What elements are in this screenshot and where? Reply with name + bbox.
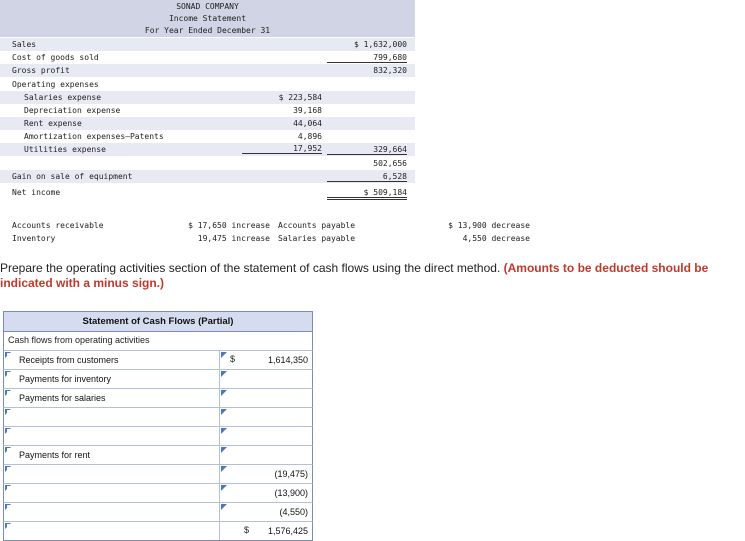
is-label: Cost of goods sold bbox=[12, 53, 99, 62]
label-cell bbox=[4, 408, 219, 426]
row-label-input[interactable] bbox=[7, 448, 227, 462]
table-row bbox=[3, 389, 313, 408]
row-label-input[interactable] bbox=[7, 486, 227, 500]
row-label-input[interactable] bbox=[7, 505, 227, 519]
table-row bbox=[3, 465, 313, 484]
label-cell bbox=[4, 503, 219, 521]
section-label: Cash flows from operating activities bbox=[8, 335, 150, 345]
is-row-operating-income bbox=[0, 157, 415, 170]
is-value: 832,320 bbox=[373, 66, 407, 75]
value-cell bbox=[219, 408, 313, 426]
company-name: SONAD COMPANY bbox=[176, 2, 239, 11]
row-label-input[interactable] bbox=[7, 467, 227, 481]
change-value-salaries-payable: 4,550 decrease bbox=[462, 234, 530, 243]
table-row-total bbox=[3, 522, 313, 541]
value-cell bbox=[219, 370, 313, 388]
is-label: Utilities expense bbox=[24, 145, 106, 154]
label-cell bbox=[4, 465, 219, 483]
value-cell bbox=[219, 522, 313, 540]
value-cell bbox=[219, 465, 313, 483]
change-value-ap: $ 13,900 decrease bbox=[448, 221, 530, 230]
is-value: 799,680 bbox=[327, 53, 407, 63]
label-cell bbox=[4, 484, 219, 502]
is-row-net-income bbox=[0, 186, 415, 199]
table-row bbox=[3, 503, 313, 522]
value-cell bbox=[219, 351, 313, 369]
cash-flow-title: Statement of Cash Flows (Partial) bbox=[3, 311, 313, 332]
is-value: $ 509,184 bbox=[327, 188, 407, 200]
is-row-gain bbox=[0, 170, 415, 183]
label-cell bbox=[4, 522, 219, 540]
row-label-input[interactable] bbox=[7, 524, 227, 538]
is-label: Net income bbox=[12, 188, 61, 197]
label-cell bbox=[4, 389, 219, 407]
statement-period: For Year Ended December 31 bbox=[144, 26, 271, 35]
value-cell bbox=[219, 484, 313, 502]
is-value: 39,168 bbox=[293, 106, 322, 115]
dollar-sign: $ bbox=[244, 525, 250, 535]
table-row bbox=[3, 408, 313, 427]
row-value-input[interactable] bbox=[223, 448, 308, 462]
row-label-input[interactable] bbox=[7, 353, 227, 367]
row-value-input[interactable] bbox=[223, 467, 308, 481]
is-label: Amortization expenses—Patents bbox=[24, 132, 164, 141]
label-cell bbox=[4, 446, 219, 464]
row-label-input[interactable] bbox=[7, 410, 227, 424]
change-value-inventory: 19,475 increase bbox=[197, 234, 270, 243]
is-label: Depreciation expense bbox=[24, 106, 121, 115]
value-cell bbox=[219, 446, 313, 464]
row-value-input[interactable] bbox=[223, 429, 308, 443]
change-account-ap: Accounts payable bbox=[278, 221, 356, 230]
is-row-amortization bbox=[0, 130, 415, 143]
value-cell bbox=[219, 389, 313, 407]
value-cell bbox=[219, 503, 313, 521]
is-value: $ 223,584 bbox=[278, 93, 322, 102]
value-cell bbox=[219, 427, 313, 445]
label-cell bbox=[4, 427, 219, 445]
is-label: Gain on sale of equipment bbox=[12, 172, 133, 181]
row-label-input[interactable] bbox=[7, 391, 227, 405]
change-account-salaries-payable: Salaries payable bbox=[278, 234, 356, 243]
label-cell bbox=[4, 351, 219, 369]
is-label: Salaries expense bbox=[24, 93, 102, 102]
change-account-inventory: Inventory bbox=[12, 234, 56, 243]
is-row-cogs bbox=[0, 51, 415, 64]
is-value: 4,896 bbox=[297, 132, 322, 141]
is-value: $ 1,632,000 bbox=[354, 40, 407, 49]
dollar-sign: $ bbox=[230, 354, 236, 364]
label-cell bbox=[4, 370, 219, 388]
change-value-ar: $ 17,650 increase bbox=[188, 221, 270, 230]
cash-flow-statement bbox=[3, 311, 313, 541]
table-row bbox=[3, 351, 313, 370]
table-row bbox=[3, 446, 313, 465]
row-value-input[interactable] bbox=[223, 353, 308, 367]
table-row bbox=[3, 427, 313, 446]
is-row-rent bbox=[0, 117, 415, 130]
section-row bbox=[3, 332, 313, 351]
is-label: Sales bbox=[12, 40, 37, 49]
question-main: Prepare the operating activities section of the statement of cash flows using the direct method. bbox=[0, 261, 504, 275]
row-value-input[interactable] bbox=[223, 372, 308, 386]
is-row-utilities bbox=[0, 143, 415, 156]
table-row bbox=[3, 370, 313, 389]
question-note: (Amounts to be deducted should be indicated with a minus sign.) bbox=[0, 261, 709, 290]
is-label: Rent expense bbox=[24, 119, 82, 128]
change-account-ar: Accounts receivable bbox=[12, 221, 104, 230]
row-value-input[interactable] bbox=[223, 391, 308, 405]
is-value: 502,656 bbox=[373, 159, 407, 168]
row-value-input[interactable] bbox=[223, 486, 308, 500]
is-label: Operating expenses bbox=[12, 80, 99, 89]
is-value: 17,952 bbox=[242, 144, 322, 154]
is-value: 44,064 bbox=[293, 119, 322, 128]
is-row-salaries bbox=[0, 91, 415, 104]
is-value: 6,528 bbox=[327, 172, 407, 182]
row-value-input[interactable] bbox=[223, 505, 308, 519]
is-row-gross-profit bbox=[0, 64, 415, 77]
is-row-depreciation bbox=[0, 104, 415, 117]
is-label: Gross profit bbox=[12, 66, 70, 75]
row-label-input[interactable] bbox=[7, 429, 227, 443]
total-value-input[interactable] bbox=[223, 524, 308, 538]
question-text bbox=[0, 261, 745, 291]
table-row bbox=[3, 484, 313, 503]
is-row-operating-expenses bbox=[0, 78, 415, 91]
income-statement-header bbox=[0, 0, 415, 37]
row-label-input[interactable] bbox=[7, 372, 227, 386]
is-value-total: 329,664 bbox=[327, 145, 407, 155]
row-value-input[interactable] bbox=[223, 410, 308, 424]
is-row-sales bbox=[0, 38, 415, 51]
statement-title: Income Statement bbox=[168, 14, 247, 23]
